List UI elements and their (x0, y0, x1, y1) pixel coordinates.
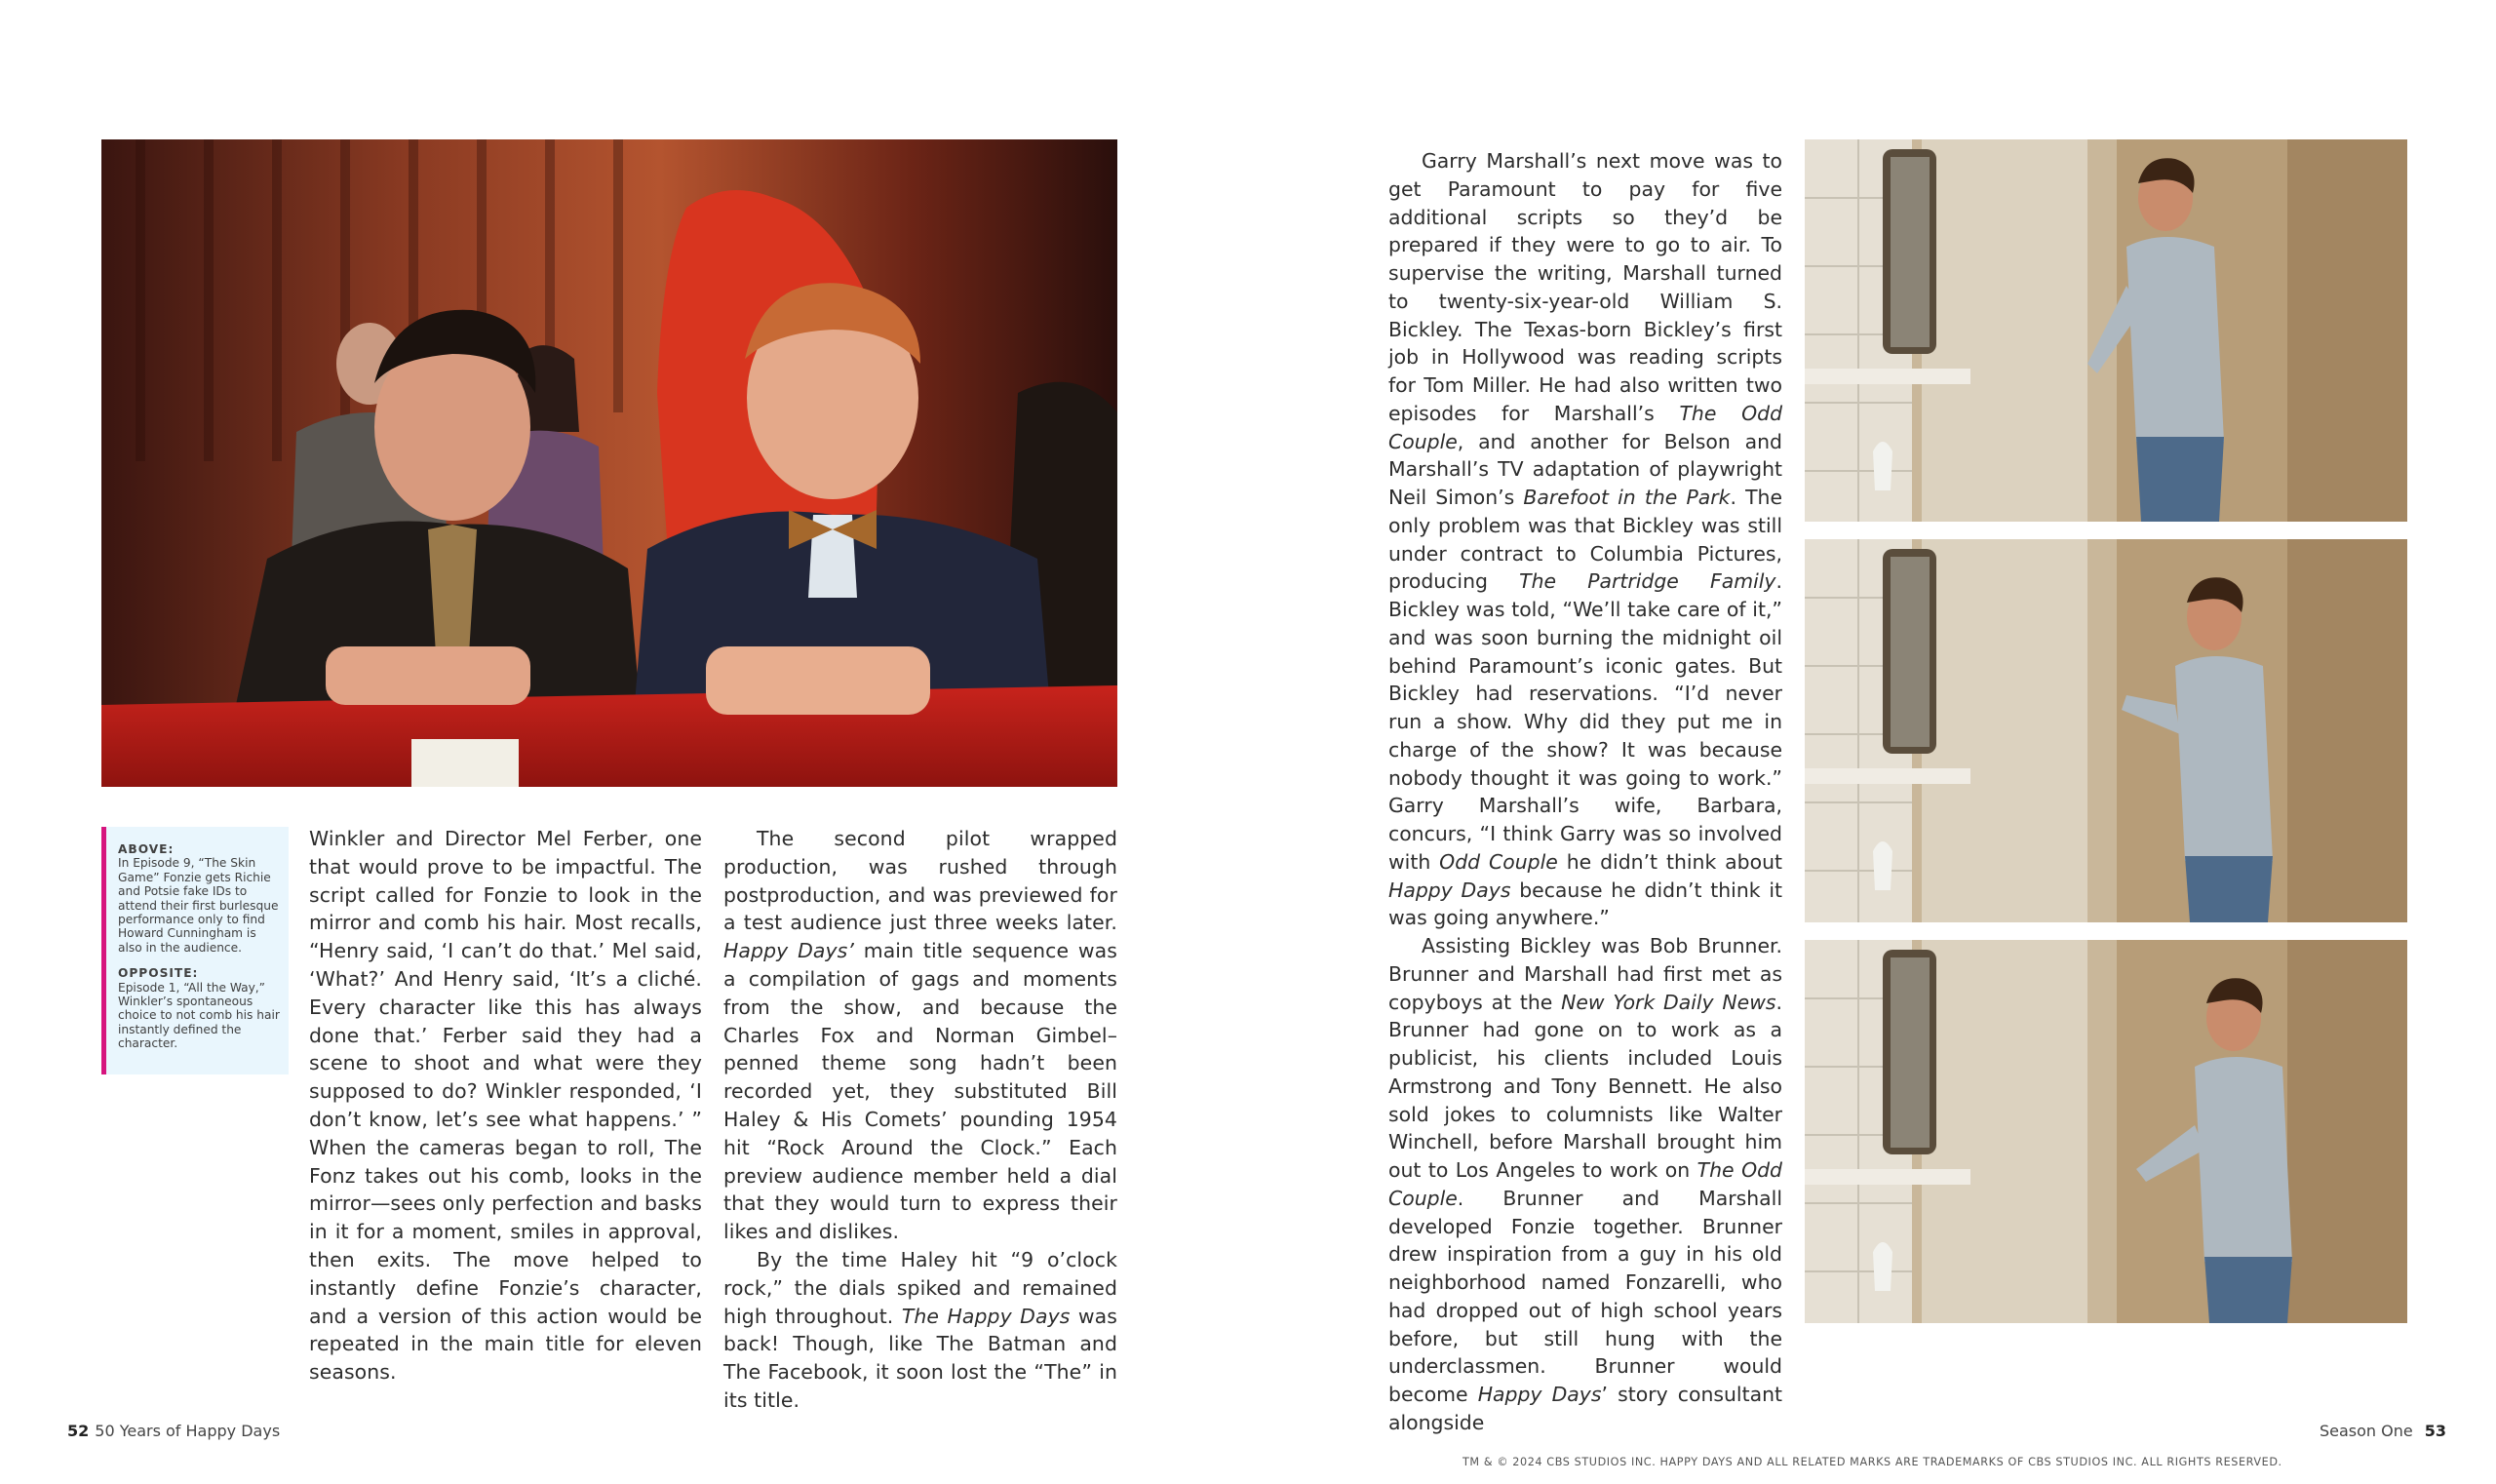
italic-title: The Happy Days (901, 1304, 1071, 1328)
page-number-left: 52 (67, 1422, 90, 1440)
right-folio (2320, 1422, 2446, 1440)
photo-caption-box (101, 827, 289, 1074)
italic-title: The Partridge Family (1519, 569, 1776, 594)
text-run: main title sequence was a compilation of gags and moments from the show, and because the Charles Fox and Norman Gimbel–penned theme song hadn’t been recorded yet, they substituted Bill Haley & His Comets’ pounding 1954 hit “Rock Around the Clock.” Each preview audience member held a dial that they would turn to express their likes and dislikes. (723, 939, 1117, 1244)
col2-paragraph-1 (723, 825, 1117, 1246)
text-run: . The only problem was that Bickley was still under contract to Columbia Pictures, producing (1388, 486, 1782, 594)
text-run: ’ story consultant alongside (1388, 1383, 1782, 1434)
caption-opposite-text: Episode 1, “All the Way,” Winkler’s spontaneous choice to not comb his hair instantly defined the character. (118, 980, 280, 1051)
italic-title: Happy Days (1388, 878, 1511, 902)
italic-title: New York Daily News (1561, 990, 1776, 1014)
mirror-still-1 (1805, 139, 2407, 522)
italic-title: Barefoot in the Park (1523, 486, 1731, 509)
right-paragraph-1 (1388, 147, 1782, 932)
text-run: , and another for Belson and Marshall’s TV adaptation of playwright Neil Simon’s (1388, 429, 1782, 509)
text-run: he didn’t think about (1557, 849, 1782, 874)
left-text-column-2 (723, 825, 1117, 1415)
mirror-still-2 (1805, 539, 2407, 922)
left-folio (67, 1422, 280, 1440)
italic-title: Odd Couple (1439, 849, 1558, 874)
book-title-running-head: 50 Years of Happy Days (95, 1422, 281, 1440)
mirror-still-3 (1805, 940, 2407, 1323)
caption-above-text: In Episode 9, “The Skin Game” Fonzie gets Richie and Potsie fake IDs to attend their first burlesque performance only to find Howard Cunningham is also in the audience. (118, 856, 279, 955)
text-run: was back! Though, like The Batman and The Facebook, it soon lost the “The” in its title. (723, 1304, 1117, 1412)
text-run: By the time Haley hit “9 o’clock rock,” the dials spiked and remained high throughout. (723, 1247, 1117, 1328)
page-number-right: 53 (2424, 1422, 2446, 1440)
chapter-running-head: Season One (2320, 1422, 2413, 1440)
caption-opposite-label: OPPOSITE: (118, 966, 199, 981)
text-run: because he didn’t think it was going anywhere.” (1388, 878, 1783, 930)
right-text-column (1388, 147, 1782, 1437)
text-run: . Brunner and Marshall developed Fonzie together. Brunner drew inspiration from a guy in his old neighborhood named Fonzarelli, who had dropped out of high school years before, but still hung with the underclassmen. Brunner would become (1388, 1186, 1782, 1406)
italic-title: Happy Days’ (723, 939, 854, 963)
italic-title: The Odd Couple (1388, 401, 1783, 453)
left-text-column-1 (309, 825, 702, 1386)
caption-above-label: ABOVE: (118, 842, 175, 856)
copyright-notice: TM & © 2024 CBS STUDIOS INC. HAPPY DAYS AND ALL RELATED MARKS ARE TRADEMARKS OF CBS STUDIOS INC. ALL RIGHTS RESERVED. (1462, 1456, 2282, 1468)
text-run: The second pilot wrapped production, was rushed through postproduction, and was previewed for a test audience just three weeks later. (723, 827, 1117, 935)
italic-title: The Odd Couple (1388, 1158, 1783, 1210)
text-run: . Brunner had gone on to work as a publicist, his clients included Louis Armstrong and Tony Bennett. He also sold jokes to columnists like Walter Winchell, before Marshall brought him out to Los Angeles to work on (1388, 990, 1782, 1182)
italic-title: Happy Days (1477, 1383, 1602, 1406)
text-run: . Bickley was told, “We’ll take care of it,” and was soon burning the midnight oil behind Paramount’s iconic gates. But Bickley had reservations. “I’d never run a show. Why did they put me in charge of the show? It was because nobody thought it was going to work.” Garry Marshall’s wife, Barbara, concurs, “I think Garry was so involved with (1388, 569, 1782, 874)
right-paragraph-2 (1388, 932, 1782, 1437)
col2-paragraph-2 (723, 1246, 1117, 1415)
text-run: Garry Marshall’s next move was to get Paramount to pay for five additional scripts so they’d be prepared if they were to go to air. To supervise the writing, Marshall turned to twenty-six-year-old William S. Bickley. The Texas-born Bickley’s first job in Hollywood was reading scripts for Tom Miller. He had also written two episodes for Marshall’s (1388, 149, 1782, 425)
text-run: Assisting Bickley was Bob Brunner. Brunner and Marshall had first met as copyboys at the (1388, 934, 1782, 1014)
skin-game-photo (101, 139, 1117, 787)
col1-paragraph: Winkler and Director Mel Ferber, one that would prove to be impactful. The script called for Fonzie to look in the mirror and comb his hair. Most recalls, “Henry said, ‘I can’t do that.’ Mel said, ‘What?’ And Henry said, ‘It’s a cliché. Every character like this has always done that.’ Ferber said they had a scene to shoot and what were they supposed to do? Winkler responded, ‘I don’t know, let’s see what happens.’ ” When the cameras began to roll, The Fonz takes out his comb, looks in the mirror—sees only perfection and basks in it for a moment, smiles in approval, then exits. The move helped to instantly define Fonzie’s character, and a version of this action would be repeated in the main title for eleven seasons. (309, 827, 702, 1385)
